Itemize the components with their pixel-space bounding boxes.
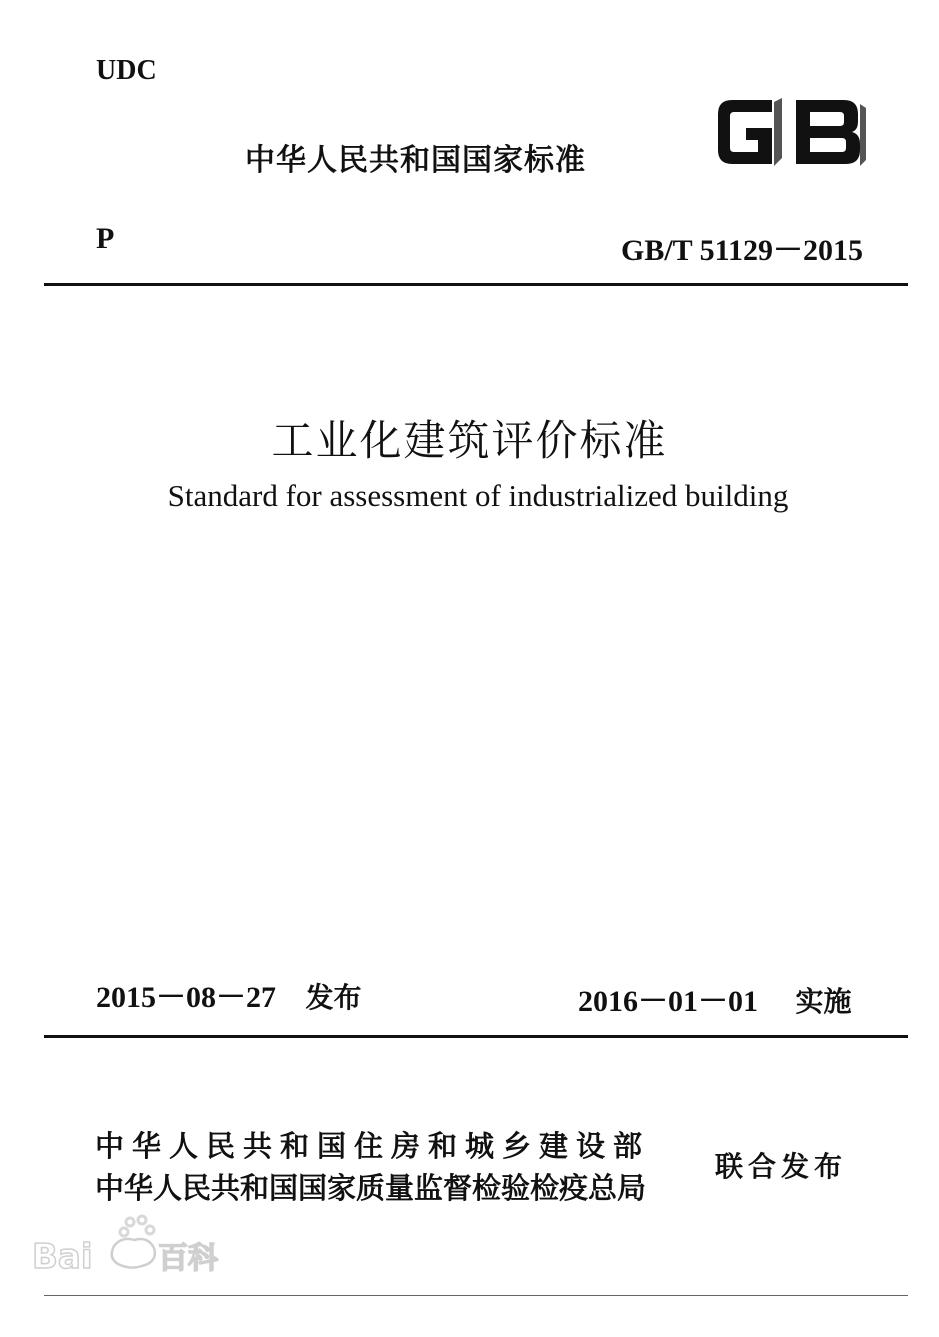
bottom-divider bbox=[44, 1035, 908, 1038]
footer-line bbox=[44, 1295, 908, 1296]
issuer-aqsiq: 中华人民共和国国家质量监督检验检疫总局 bbox=[95, 1171, 647, 1205]
publish-label: 发布 bbox=[305, 981, 362, 1014]
issuer-ministry: 中华人民共和国住房和城乡建设部 bbox=[95, 1129, 651, 1163]
publish-date: 2015－08－27 bbox=[96, 981, 276, 1014]
baidu-watermark-icon bbox=[30, 1210, 230, 1280]
standard-type-title: 中华人民共和国国家标准 bbox=[245, 143, 586, 178]
joint-issue-label: 联合发布 bbox=[715, 1150, 848, 1183]
implement-date: 2016－01－01 bbox=[578, 985, 758, 1018]
implement-info bbox=[578, 976, 852, 1020]
gb-logo-icon bbox=[712, 94, 866, 170]
category-letter: P bbox=[96, 222, 115, 255]
publish-info bbox=[96, 972, 362, 1016]
svg-text:百科: 百科 bbox=[158, 1241, 218, 1276]
svg-text:Bai: Bai bbox=[32, 1237, 93, 1277]
title-chinese: 工业化建筑评价标准 bbox=[271, 416, 668, 465]
udc-label: UDC bbox=[96, 55, 157, 86]
top-divider bbox=[44, 283, 908, 286]
title-english: Standard for assessment of industrialized building bbox=[167, 478, 789, 513]
implement-label: 实施 bbox=[795, 985, 852, 1018]
standard-code: GB/T 51129－2015 bbox=[621, 234, 863, 267]
